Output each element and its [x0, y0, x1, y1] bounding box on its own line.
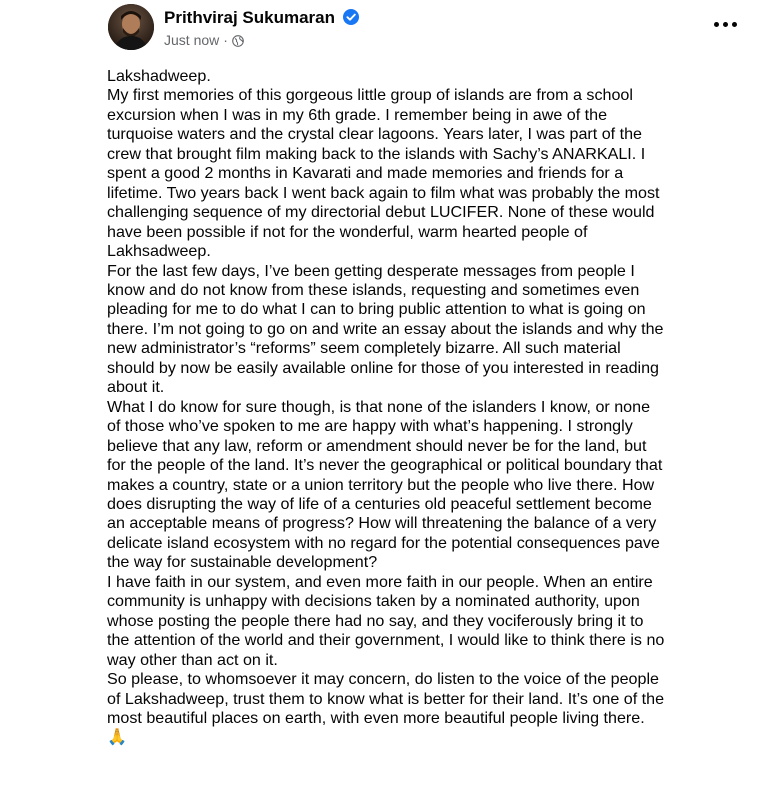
globe-icon[interactable] [232, 34, 244, 50]
paragraph: My first memories of this gorgeous little group of islands are from a school excursion when I was in my 6th grade. I remember being in awe of the turquoise waters and the crystal clear lagoons. Years later, I was part of the crew that brought film making back to the islands with Sachy’s ANARKALI. I spent a good 2 months in Kavarati and made memories and friends for a lifetime. Two years back I went back again to film what was probably the most challenging sequence of my directorial debut LUCIFER. None of these would have been possible if not for the wonderful, warm hearted people of Lakhsadweep. [107, 86, 660, 261]
timestamp[interactable]: Just now [164, 32, 220, 48]
author-name[interactable] [164, 8, 359, 30]
dot [723, 22, 728, 27]
folded-hands-emoji: 🙏 [107, 728, 128, 747]
meta-separator: · [223, 32, 228, 48]
paragraph: What I do know for sure though, is that none of the islanders I know, or none of those who’ve spoken to me are happy with what’s happening. I strongly believe that any law, reform or amendment should never be for the land, but for the people of the land. It’s never the geographical or political boundary that makes a country, state or a union territory but the people who live there. How does disrupting the way of life of a centuries old peaceful settlement become an acceptable means of progress? How will threatening the balance of a very delicate island ecosystem with no regard for the potential consequences pave the way for sustainable development? [107, 397, 663, 572]
paragraph: For the last few days, I’ve been getting desperate messages from people I know and do not know from these islands, requesting and sometimes even pleading for me to do what I can to bring public attention to what is going on there. I’m not going to go on and write an essay about the islands and why the new administrator’s “reforms” seem completely bizarre. All such material should by now be easily available online for those of you interested in reading about it. [107, 261, 664, 397]
avatar[interactable] [108, 4, 154, 50]
post-body [107, 67, 667, 748]
more-options-icon[interactable] [710, 12, 740, 36]
dot [714, 22, 719, 27]
verified-badge-icon [343, 9, 359, 30]
post-meta [164, 32, 244, 50]
paragraph-last [107, 670, 667, 748]
paragraph-text: So please, to whomsoever it may concern, do listen to the voice of the people of Lakshadweep, trust them to know what is better for their land. It’s one of the most beautiful places on earth, with even more beautiful people living there. [107, 670, 665, 727]
paragraph: Lakshadweep. [107, 67, 211, 85]
paragraph: I have faith in our system, and even more faith in our people. When an entire community is unhappy with decisions taken by a nominated authority, upon whose posting the people there had no say, and they vociferously bring it to the attention of the world and their government, I would like to think there is no way other than act on it. [107, 572, 665, 669]
dot [732, 22, 737, 27]
author-name-text[interactable]: Prithviraj Sukumaran [164, 8, 336, 27]
post-header [108, 4, 648, 50]
